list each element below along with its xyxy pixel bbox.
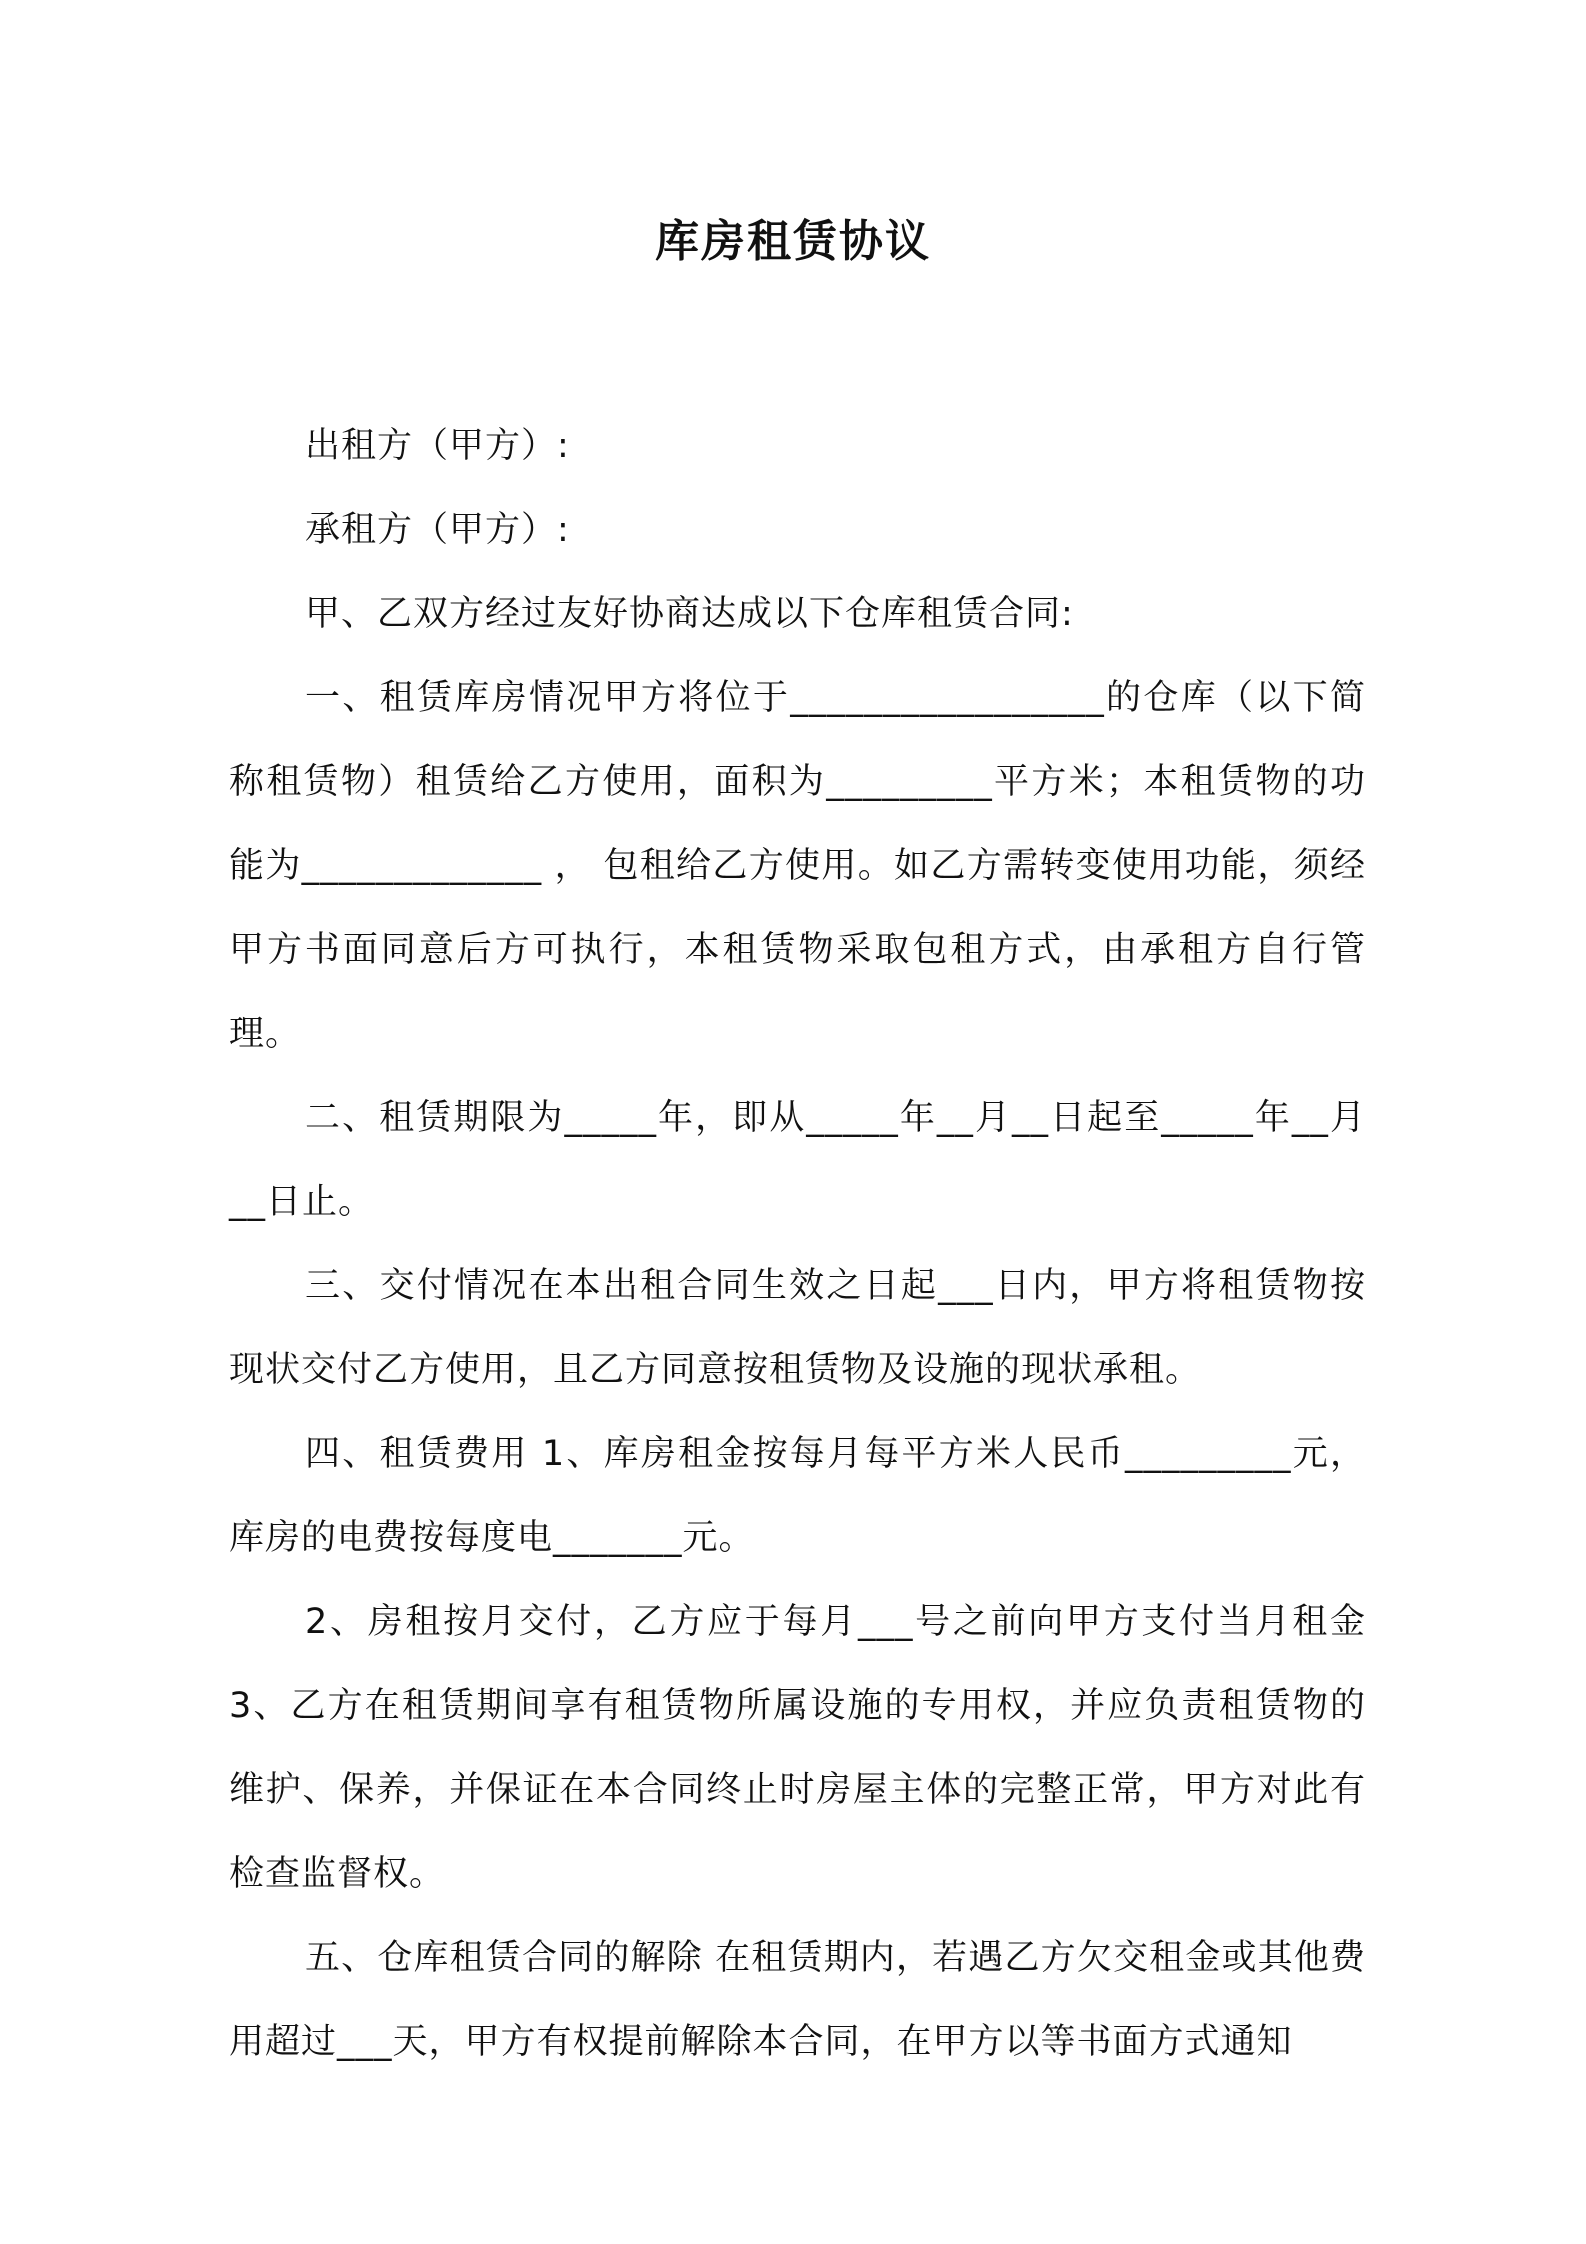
clause-2-term: 二、租赁期限为_____年，即从_____年__月__日起至_____年__月__日止。 (229, 1098, 1366, 1222)
clause-5-termination: 五、仓库租赁合同的解除 在租赁期内，若遇乙方欠交租金或其他费用超过___天，甲方有权提前解除本合同，在甲方以等书面方式通知 (229, 1938, 1366, 2062)
lessor-line: 出租方（甲方）: (305, 426, 570, 466)
clause-1-property: 一、租赁库房情况甲方将位于_________________的仓库（以下简称租赁物）租赁给乙方使用，面积为_________平方米；本租赁物的功能为_____________ ， 包租给乙方使用。如乙方需转变使用功能，须经甲方书面同意后方可执行，本租赁物采取包租方式，由承租方自行管理。 (229, 678, 1366, 1054)
clause-3-delivery: 三、交付情况在本出租合同生效之日起___日内，甲方将租赁物按现状交付乙方使用，且乙方同意按租赁物及设施的现状承租。 (229, 1266, 1366, 1390)
document-body (229, 404, 1366, 2084)
document-title: 库房租赁协议 (655, 216, 931, 267)
lessee-line: 承租方（甲方）: (305, 510, 570, 550)
agreement-intro: 甲、乙双方经过友好协商达成以下仓库租赁合同: (305, 594, 1074, 634)
clause-4-fees: 四、租赁费用 1、库房租金按每月每平方米人民币_________元，库房的电费按每度电_______元。 (229, 1434, 1366, 1558)
clause-4-payment-maintenance: 2、房租按月交付，乙方应于每月___号之前向甲方支付当月租金 3、乙方在租赁期间享有租赁物所属设施的专用权，并应负责租赁物的维护、保养，并保证在本合同终止时房屋主体的完整正常，甲方对此有检查监督权。 (229, 1602, 1366, 1894)
